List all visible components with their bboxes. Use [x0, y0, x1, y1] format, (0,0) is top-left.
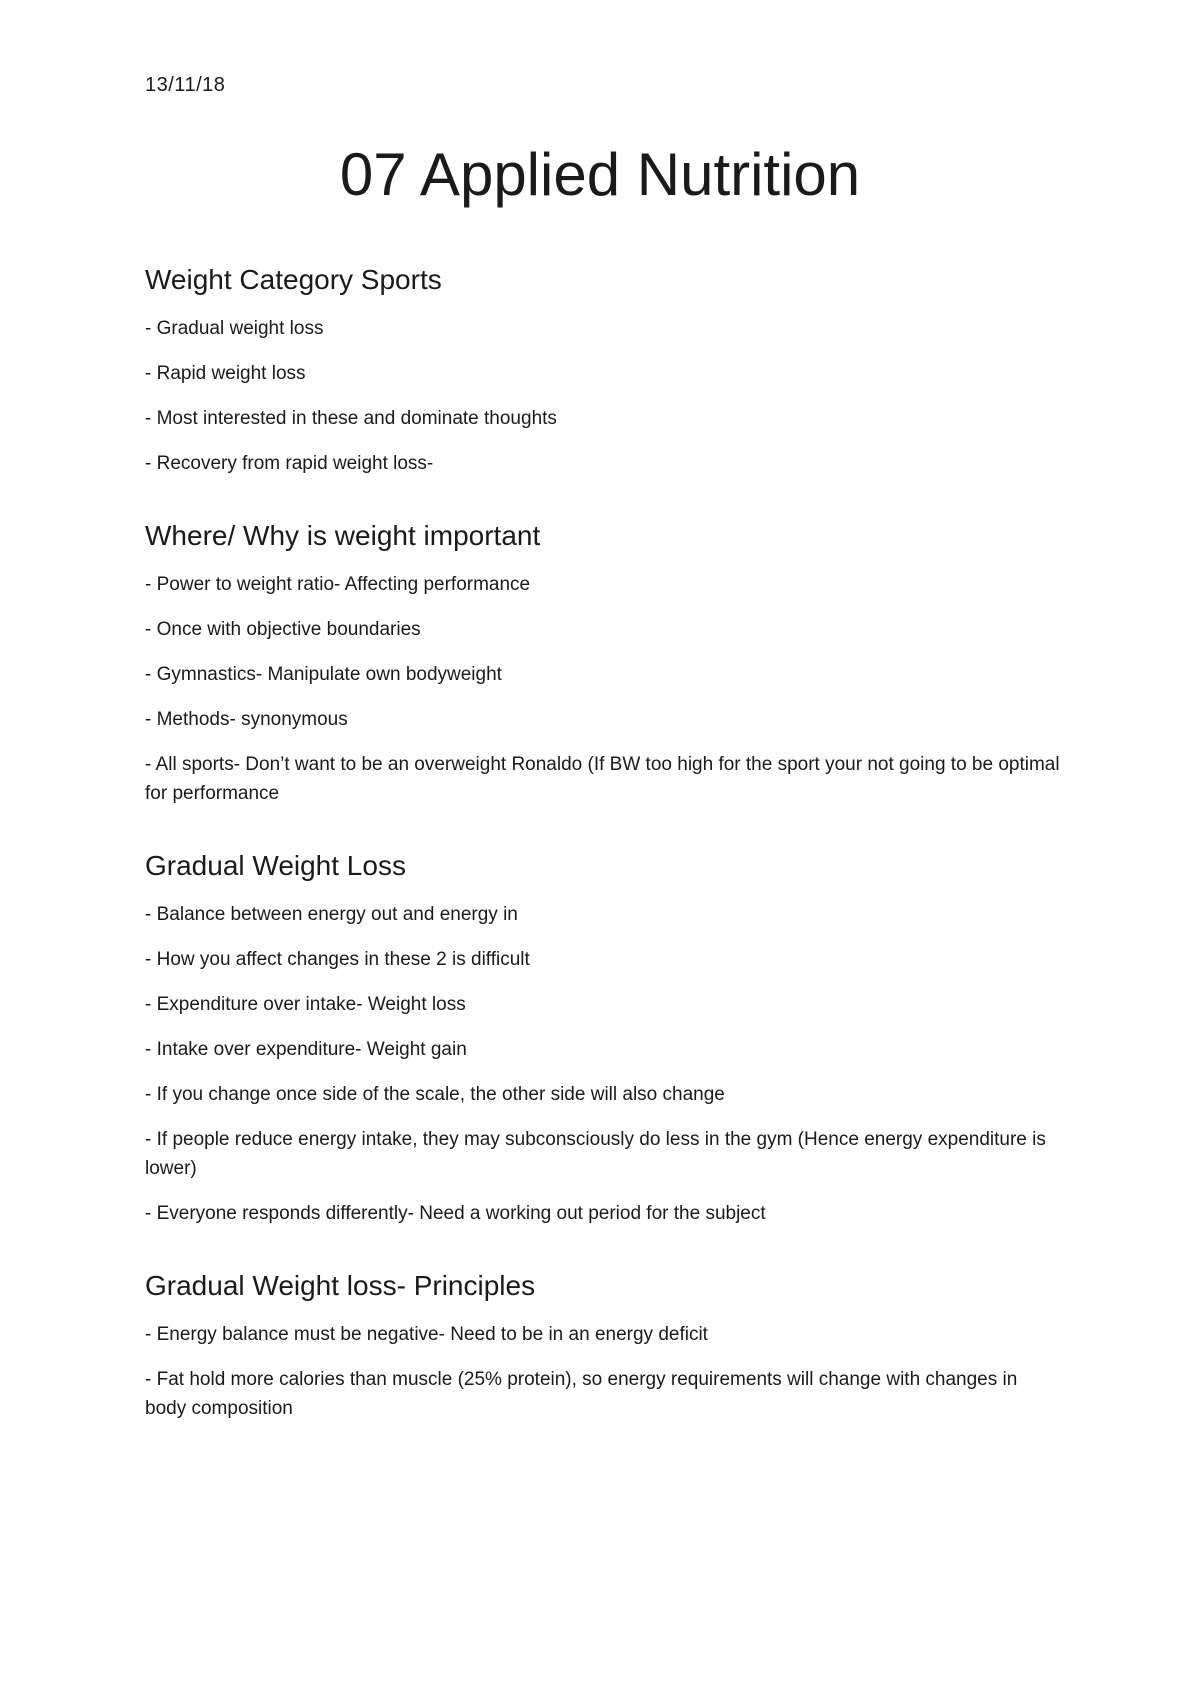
list-item: - Most interested in these and dominate thoughts [145, 408, 557, 429]
list-item: - Once with objective boundaries [145, 619, 421, 640]
section-heading: Weight Category Sports [145, 264, 442, 295]
list-item: - Rapid weight loss [145, 363, 306, 384]
document-body [145, 262, 1060, 1463]
list-item: - Energy balance must be negative- Need to be in an energy deficit [145, 1324, 708, 1345]
document-title: 07 Applied Nutrition [339, 141, 861, 208]
document-date: 13/11/18 [145, 74, 226, 96]
list-item: - All sports- Don’t want to be an overweight Ronaldo (If BW too high for the sport your not going to be optimal for performance [145, 754, 1060, 804]
section-gradual-weight-loss-principles [145, 1268, 1060, 1423]
list-item: - How you affect changes in these 2 is difficult [145, 949, 530, 970]
list-item: - Gymnastics- Manipulate own bodyweight [145, 664, 502, 685]
bullet-list [145, 314, 1060, 478]
list-item: - Intake over expenditure- Weight gain [145, 1039, 467, 1060]
list-item: - Recovery from rapid weight loss- [145, 453, 434, 474]
list-item: - Fat hold more calories than muscle (25% protein), so energy requirements will change with changes in body composition [145, 1369, 1018, 1419]
list-item: - If you change once side of the scale, the other side will also change [145, 1084, 725, 1105]
list-item: - Everyone responds differently- Need a working out period for the subject [145, 1203, 766, 1224]
section-heading: Gradual Weight loss- Principles [145, 1270, 536, 1301]
bullet-list [145, 1320, 1060, 1423]
bullet-list [145, 570, 1060, 808]
section-heading: Where/ Why is weight important [145, 520, 541, 551]
list-item: - Gradual weight loss [145, 318, 324, 339]
list-item: - If people reduce energy intake, they may subconsciously do less in the gym (Hence energy expenditure is lower) [145, 1129, 1046, 1179]
section-gradual-weight-loss [145, 848, 1060, 1228]
list-item: - Expenditure over intake- Weight loss [145, 994, 466, 1015]
list-item: - Power to weight ratio- Affecting performance [145, 574, 531, 595]
section-weight-category-sports [145, 262, 1060, 478]
bullet-list [145, 900, 1060, 1228]
section-why-weight-important [145, 518, 1060, 808]
list-item: - Balance between energy out and energy in [145, 904, 518, 925]
list-item: - Methods- synonymous [145, 709, 348, 730]
section-heading: Gradual Weight Loss [145, 850, 406, 881]
